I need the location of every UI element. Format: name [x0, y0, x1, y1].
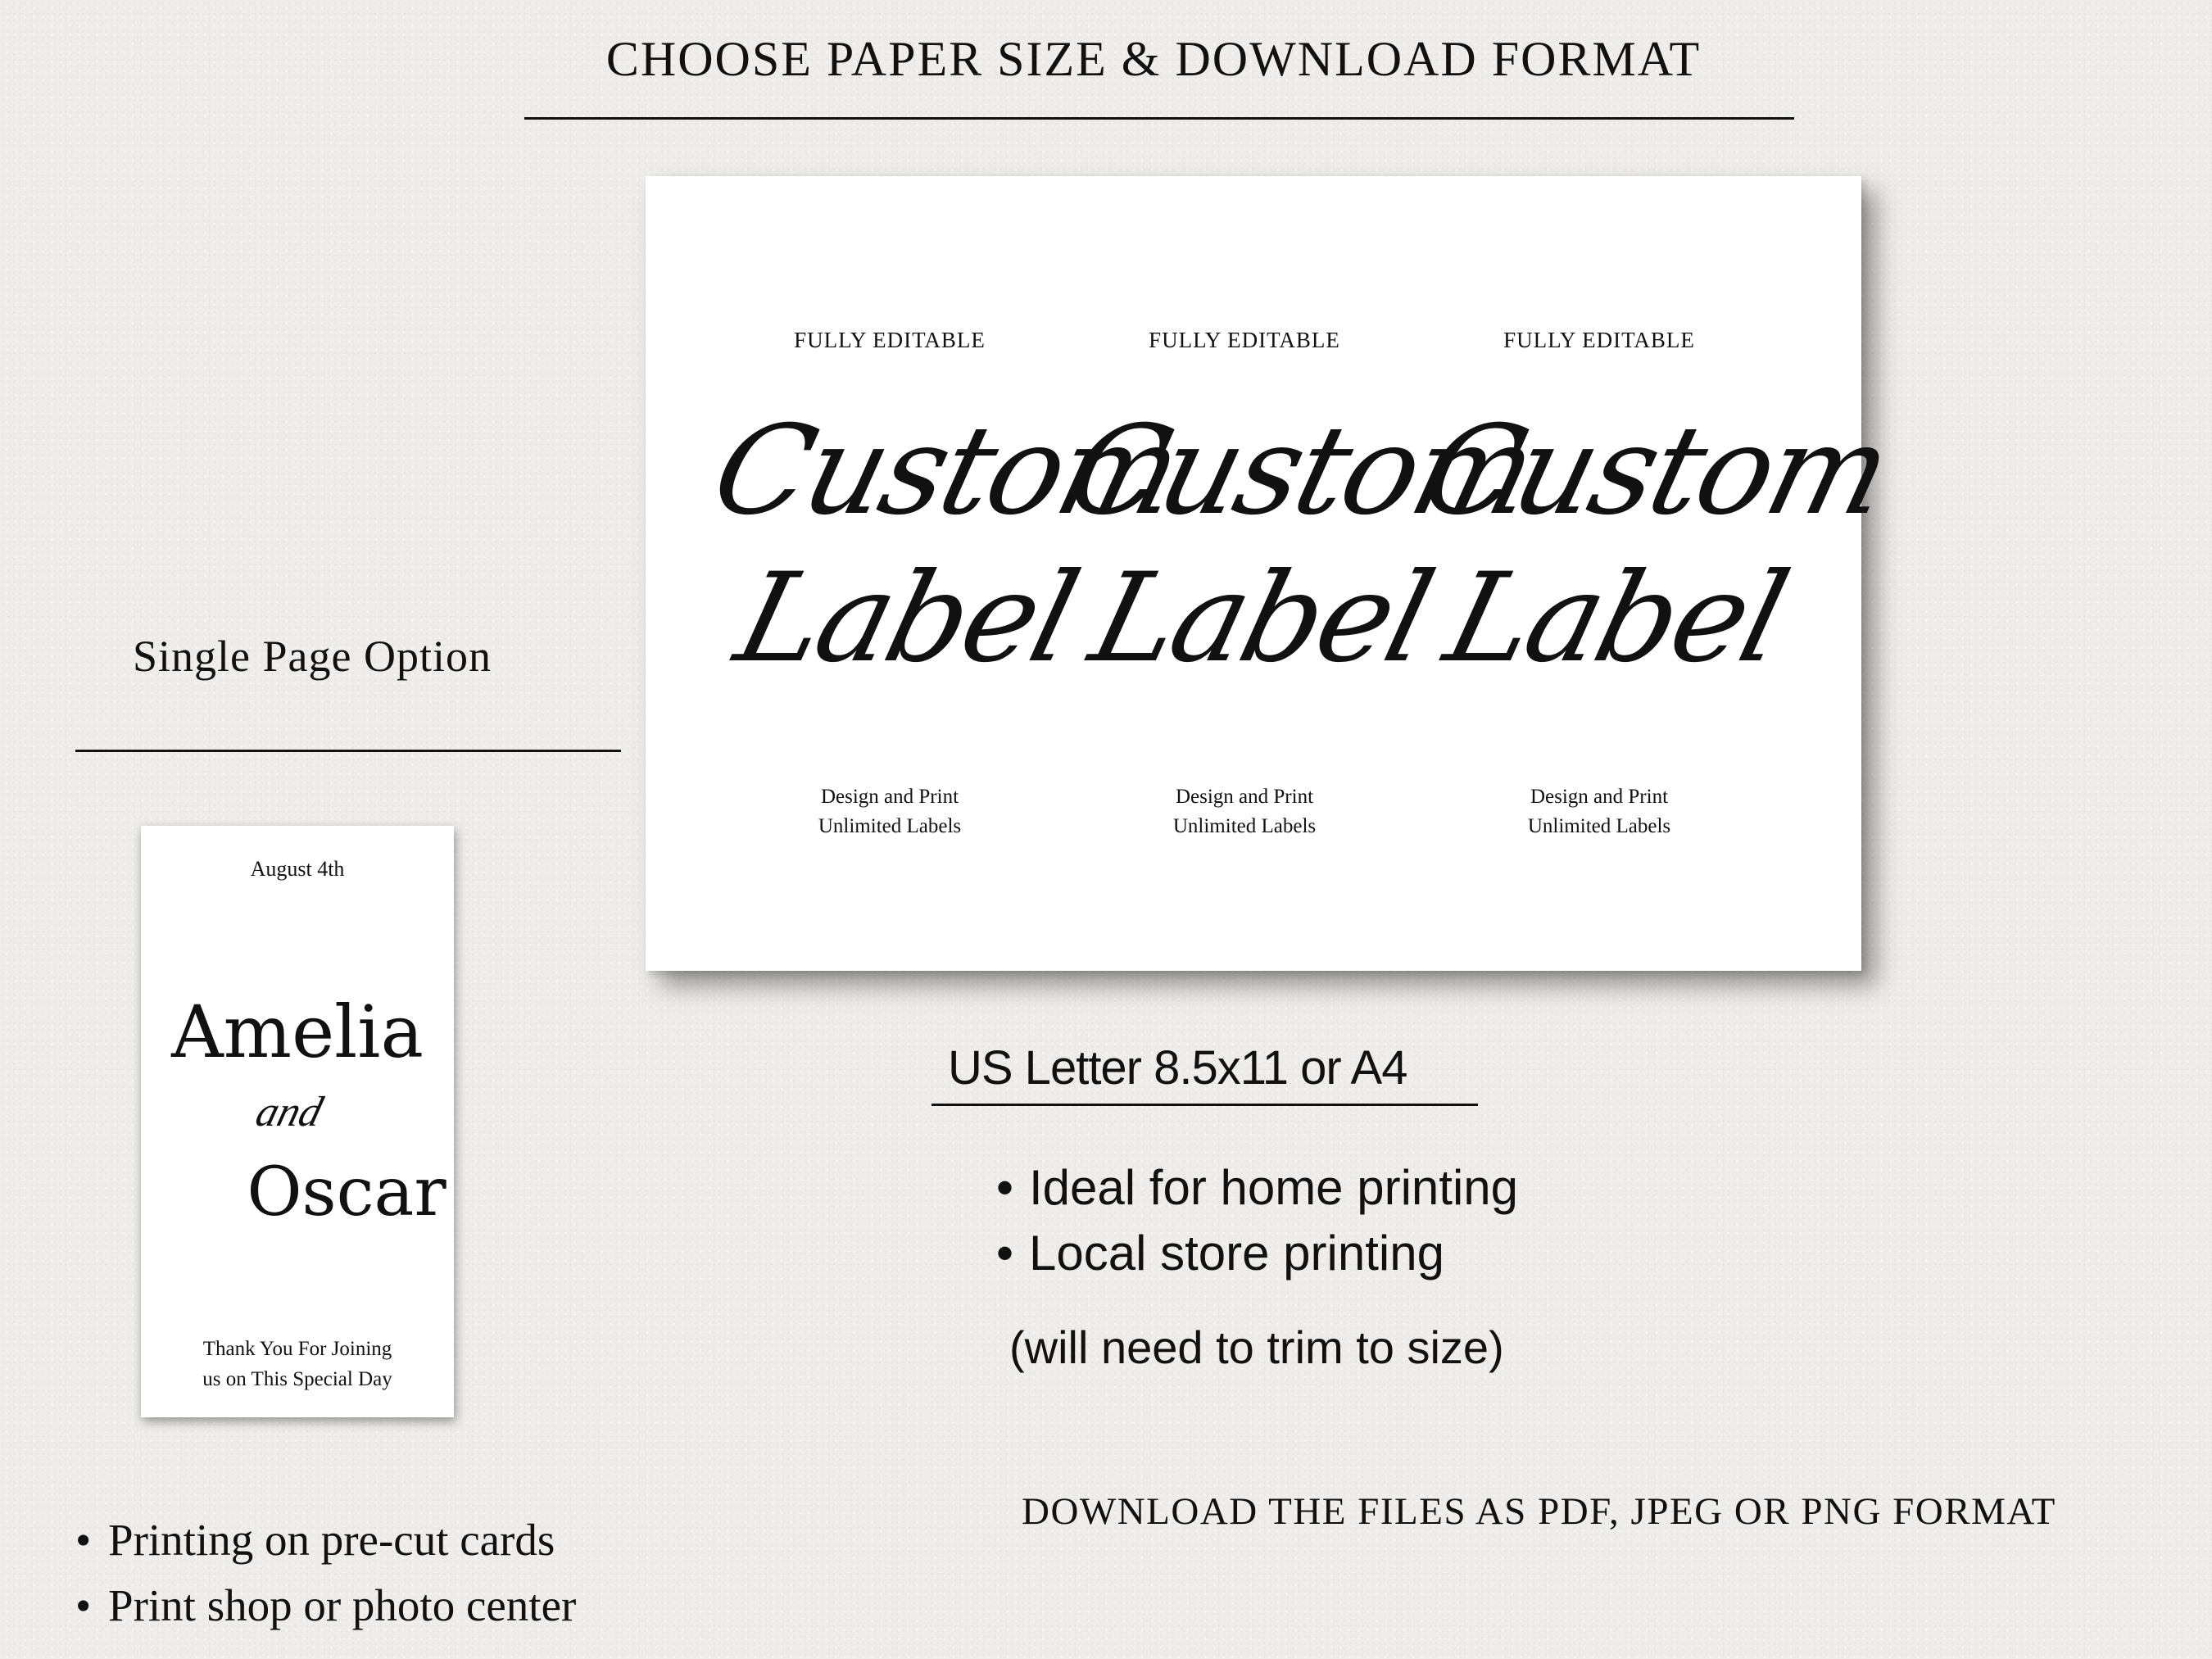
card-thanks: [141, 1334, 454, 1394]
card-name-1: Amelia: [171, 990, 424, 1074]
label-bottom-line1: Design and Print: [1530, 786, 1669, 808]
page-heading: CHOOSE PAPER SIZE & DOWNLOAD FORMAT: [605, 32, 1702, 86]
card-thanks-line2: us on This Special Day: [202, 1368, 392, 1390]
list-item: • Printing on pre-cut cards: [75, 1507, 576, 1573]
us-letter-title: US Letter 8.5x11 or A4: [948, 1041, 1407, 1095]
label-script-line2: Label: [1433, 547, 1798, 690]
label-script-line2: Label: [1078, 547, 1444, 690]
label-top-text: FULLY EDITABLE: [1503, 328, 1695, 352]
label-script-line2: Label: [723, 547, 1089, 690]
trim-note: (will need to trim to size): [1009, 1321, 1504, 1373]
list-item: • Print shop or photo center: [75, 1573, 576, 1639]
us-letter-sheet-preview: [646, 176, 1902, 971]
label-bottom-line1: Design and Print: [820, 786, 959, 808]
single-page-divider: [75, 750, 621, 752]
label-script-line1: Custom: [1409, 400, 1902, 542]
label-bottom-text: [718, 782, 1062, 841]
label-script-line1: Custom: [1054, 400, 1547, 542]
card-thanks-line1: Thank You For Joining: [202, 1338, 392, 1360]
label-bottom-line2: Unlimited Labels: [818, 815, 962, 837]
label-bottom-line2: Unlimited Labels: [1527, 815, 1671, 837]
single-page-bullets: [75, 1507, 576, 1639]
card-date: August 4th: [250, 857, 345, 881]
download-format-note: DOWNLOAD THE FILES AS PDF, JPEG OR PNG FORMAT: [1022, 1490, 2056, 1533]
label-top-text: FULLY EDITABLE: [794, 328, 986, 352]
list-item: • Local store printing: [996, 1221, 1518, 1286]
single-page-title: Single Page Option: [133, 632, 492, 681]
single-page-card-preview: [141, 826, 454, 1417]
label-top-text: FULLY EDITABLE: [1149, 328, 1340, 352]
label-script-line1: Custom: [700, 400, 1192, 542]
list-item: • Ideal for home printing: [996, 1155, 1518, 1221]
label-bottom-text: [1427, 782, 1771, 841]
card-and: and: [251, 1089, 328, 1135]
card-name-2: Oscar: [247, 1154, 446, 1231]
label-bottom-text: [1072, 782, 1416, 841]
us-letter-bullets: [996, 1155, 1518, 1286]
label-bottom-line1: Design and Print: [1175, 786, 1314, 808]
us-letter-divider: [931, 1104, 1478, 1106]
heading-divider: [524, 117, 1794, 120]
label-bottom-line2: Unlimited Labels: [1172, 815, 1317, 837]
